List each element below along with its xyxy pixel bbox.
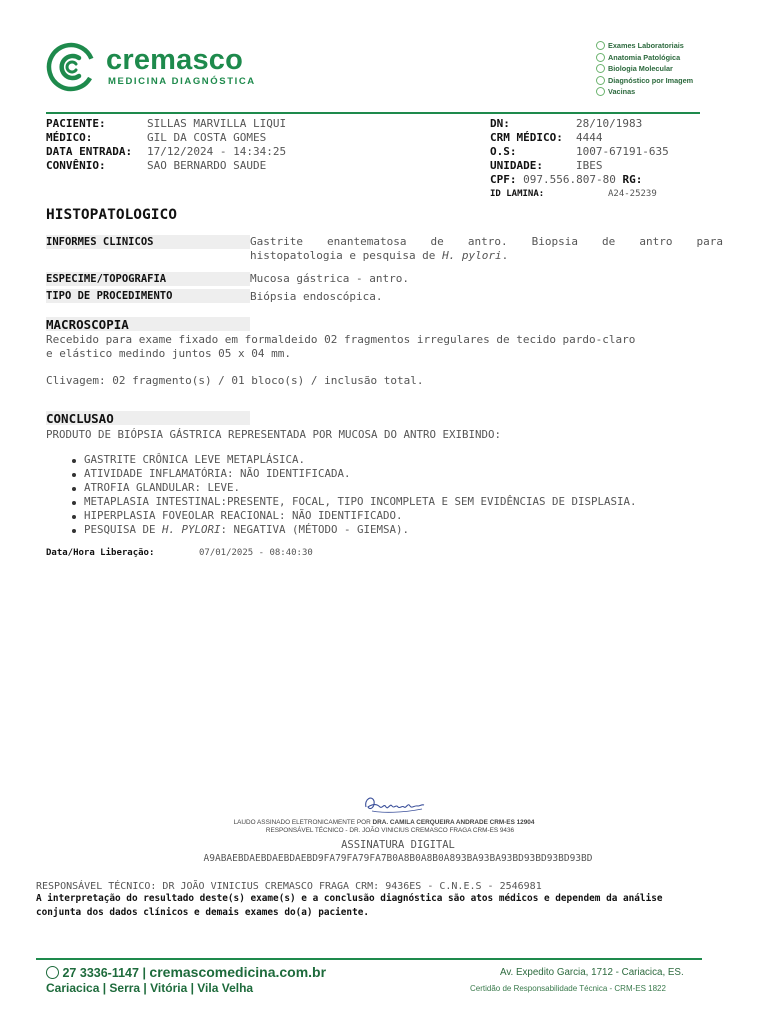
conclusao-title: CONCLUSAO [46,411,114,426]
scan-icon [596,76,605,85]
list-item: ATROFIA GLANDULAR: LEVE. [70,481,637,495]
macro-line2: e elástico medindo juntos 05 x 04 mm. [46,347,292,360]
technical-responsible: RESPONSÁVEL TÉCNICO: DR JOÃO VINICIUS CREMASCO FRAGA CRM: 9436ES - C.N.E.S - 2546981 [36,881,542,892]
brand-subtitle: MEDICINA DIAGNÓSTICA [108,76,256,87]
digital-signature-label: ASSINATURA DIGITAL [341,839,455,851]
patient-info-right: DN: 28/10/1983 CRM MÉDICO: 4444 O.S: 1007-67191-635 UNIDADE: IBES CPF: 097.556.807-80 RG: ID LAMINA: A24-25239 [490,117,669,199]
tissue-icon [596,53,605,62]
footer-address: Av. Expedito Garcia, 1712 - Cariacica, ES. [500,967,684,978]
release-date-row: Data/Hora Liberação: 07/01/2025 - 08:40:30 [46,548,313,558]
procedimento-label: TIPO DE PROCEDIMENTO [46,290,173,302]
patient-info-left: PACIENTE: SILLAS MARVILLA LIQUI MÉDICO: GIL DA COSTA GOMES DATA ENTRADA: 17/12/2024 - 14:34:25 CONVÊNIO: SAO BERNARDO SAUDE [46,117,287,172]
vaccine-icon [596,87,605,96]
unit-name: IBES [576,159,603,172]
conclusao-list [70,453,637,537]
whatsapp-icon [46,966,59,979]
services-list [596,40,693,98]
list-item: ATIVIDADE INFLAMATÓRIA: NÃO IDENTIFICADA. [70,467,637,481]
brand-name: cremasco [106,44,244,76]
macro-title: MACROSCOPIA [46,317,129,332]
procedimento-value: Biópsia endoscópica. [250,290,383,303]
service-item: Diagnóstico por Imagem [596,75,693,86]
informes-line1: Gastrite enantematosa de antro. Biopsia de antro para [250,235,723,248]
doctor-name: GIL DA COSTA GOMES [147,131,267,144]
signed-by-line: LAUDO ASSINADO ELETRONICAMENTE POR DRA. CAMILA CERQUEIRA ANDRADE CRM-ES 12904 [233,819,535,826]
service-item: Exames Laboratoriais [596,40,693,51]
service-item: Anatomia Patológica [596,52,693,63]
service-item: Vacinas [596,86,693,97]
footer-contact: 27 3336-1147 | cremascomedicina.com.br [46,964,326,980]
signature-responsible: RESPONSÁVEL TÉCNICO - DR. JOÃO VINICIUS CREMASCO FRAGA CRM-ES 9436 [265,827,515,834]
service-item: Biologia Molecular [596,63,693,74]
os-number: 1007-67191-635 [576,145,669,158]
entry-date: 17/12/2024 - 14:34:25 [147,145,287,158]
patient-name: SILLAS MARVILLA LIQUI [147,117,287,130]
dna-icon [596,64,605,73]
footer-divider [36,958,702,960]
slide-id: A24-25239 [608,189,657,199]
footer-cities: Cariacica | Serra | Vitória | Vila Velha [46,981,254,995]
list-item: GASTRITE CRÔNICA LEVE METAPLÁSICA. [70,453,637,467]
list-item: HIPERPLASIA FOVEOLAR REACIONAL: NÃO IDENTIFICADO. [70,509,637,523]
cremasco-logo-icon [46,42,96,92]
informes-label: INFORMES CLINICOS [46,236,154,248]
list-item: METAPLASIA INTESTINAL:PRESENTE, FOCAL, TIPO INCOMPLETA E SEM EVIDÊNCIAS DE DISPLASIA. [70,495,637,509]
footer-phone[interactable]: 27 3336-1147 [62,966,139,980]
informes-line2: histopatologia e pesquisa de H. pylori. [250,249,509,262]
footer-website[interactable]: cremascomedicina.com.br [149,964,327,980]
footer-certificate: Certidão de Responsabilidade Técnica - CRM-ES 1822 [470,984,666,993]
signature-image [362,793,428,817]
list-item: PESQUISA DE H. PYLORI: NEGATIVA (MÉTODO - GIEMSA). [70,523,637,537]
birth-date: 28/10/1983 [576,117,643,130]
clivagem-text: Clivagem: 02 fragmento(s) / 01 bloco(s) / inclusão total. [46,374,424,387]
report-title: HISTOPATOLOGICO [46,207,177,223]
microscope-icon [596,41,605,50]
especime-value: Mucosa gástrica - antro. [250,272,409,285]
release-date: 07/01/2025 - 08:40:30 [199,548,313,558]
especime-label: ESPECIME/TOPOGRAFIA [46,273,167,285]
crm-number: 4444 [576,131,603,144]
insurance: SAO BERNARDO SAUDE [147,159,267,172]
disclaimer-line1: A interpretação do resultado deste(s) exame(s) e a conclusão diagnóstica são atos médicos e dependem da análise [36,893,663,904]
header-divider [46,112,700,114]
digital-signature-hash: A9ABAEBDAEBDAEBDAEBD9FA79FA79FA7B0A8B0A8B0A893BA93BA93BD93BD93BD93BD [203,853,593,864]
cpf-number: 097.556.807-80 [523,173,616,186]
macro-line1: Recebido para exame fixado em formaldeido 02 fragmentos irregulares de tecido pardo-claro [46,333,636,346]
conclusao-intro: PRODUTO DE BIÓPSIA GÁSTRICA REPRESENTADA POR MUCOSA DO ANTRO EXIBINDO: [46,428,502,441]
disclaimer-line2: conjunta dos dados clínicos e demais exames do(a) paciente. [36,907,370,918]
